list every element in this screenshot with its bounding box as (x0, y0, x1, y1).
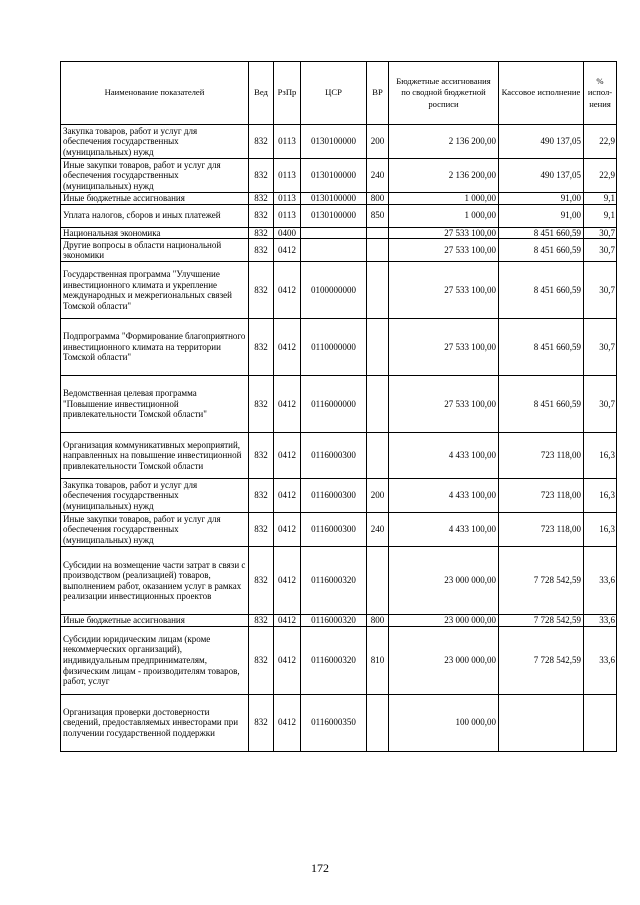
cell-budget: 27 533 100,00 (389, 376, 499, 433)
cell-vr: 200 (367, 125, 389, 159)
page-number: 172 (311, 861, 329, 875)
cell-ved: 832 (249, 239, 274, 262)
table-row (61, 227, 617, 239)
cell-percent: 9,1 (584, 204, 617, 227)
table-row (61, 513, 617, 547)
cell-rzpr: 0412 (274, 319, 301, 376)
table-row (61, 433, 617, 479)
cell-csr: 0130100000 (301, 125, 367, 159)
table-row (61, 125, 617, 159)
cell-csr: 0116000320 (301, 547, 367, 615)
cell-cash: 723 118,00 (499, 513, 584, 547)
cell-name: Закупка товаров, работ и услуг для обеспечения государственных (муниципальных) нужд (61, 125, 249, 159)
cell-name: Субсидии на возмещение части затрат в связи с производством (реализацией) товаров, выполнением работ, оказанием услуг в рамках реализации инвестиционных проектов (61, 547, 249, 615)
cell-rzpr: 0412 (274, 513, 301, 547)
header-ved: Вед (249, 62, 274, 125)
cell-vr: 200 (367, 479, 389, 513)
cell-name: Подпрограмма "Формирование благоприятного инвестиционного климата на территории Томской области" (61, 319, 249, 376)
cell-name: Организация проверки достоверности сведений, предоставляемых инвесторами при получении государственной поддержки (61, 694, 249, 751)
cell-cash: 91,00 (499, 193, 584, 205)
cell-cash: 8 451 660,59 (499, 319, 584, 376)
table-row (61, 262, 617, 319)
cell-cash: 723 118,00 (499, 433, 584, 479)
cell-cash: 8 451 660,59 (499, 227, 584, 239)
cell-ved: 832 (249, 204, 274, 227)
cell-percent: 16,3 (584, 479, 617, 513)
cell-vr (367, 547, 389, 615)
table-row (61, 479, 617, 513)
cell-csr: 0116000000 (301, 376, 367, 433)
cell-vr: 850 (367, 204, 389, 227)
cell-name: Иные закупки товаров, работ и услуг для обеспечения государственных (муниципальных) нужд (61, 159, 249, 193)
cell-budget: 4 433 100,00 (389, 433, 499, 479)
cell-cash: 723 118,00 (499, 479, 584, 513)
cell-rzpr: 0412 (274, 626, 301, 694)
table-row (61, 376, 617, 433)
header-budget: Бюджетные ассигнования по сводной бюджетной росписи (389, 62, 499, 125)
cell-vr (367, 239, 389, 262)
cell-cash (499, 694, 584, 751)
cell-rzpr: 0412 (274, 433, 301, 479)
table-row (61, 694, 617, 751)
header-cash: Кассовое исполнение (499, 62, 584, 125)
cell-budget: 4 433 100,00 (389, 479, 499, 513)
table-row (61, 626, 617, 694)
cell-percent: 30,7 (584, 262, 617, 319)
cell-vr (367, 262, 389, 319)
cell-budget: 27 533 100,00 (389, 319, 499, 376)
header-name: Наименование показателей (61, 62, 249, 125)
cell-vr (367, 376, 389, 433)
table-row (61, 615, 617, 627)
cell-vr: 800 (367, 615, 389, 627)
cell-rzpr: 0113 (274, 159, 301, 193)
cell-name: Организация коммуникативных мероприятий, направленных на повышение инвестиционной привлекательности Томской области (61, 433, 249, 479)
cell-vr: 240 (367, 159, 389, 193)
cell-name: Субсидии юридическим лицам (кроме некоммерческих организаций), индивидуальным предпринимателям, физическим лицам - производителям товаров, работ, услуг (61, 626, 249, 694)
cell-percent: 30,7 (584, 319, 617, 376)
table-row (61, 547, 617, 615)
cell-ved: 832 (249, 626, 274, 694)
cell-cash: 490 137,05 (499, 125, 584, 159)
cell-cash: 8 451 660,59 (499, 376, 584, 433)
cell-cash: 91,00 (499, 204, 584, 227)
cell-rzpr: 0400 (274, 227, 301, 239)
cell-rzpr: 0412 (274, 262, 301, 319)
table-row (61, 193, 617, 205)
cell-cash: 7 728 542,59 (499, 547, 584, 615)
cell-budget: 100 000,00 (389, 694, 499, 751)
cell-csr (301, 227, 367, 239)
cell-cash: 8 451 660,59 (499, 239, 584, 262)
cell-name: Национальная экономика (61, 227, 249, 239)
cell-budget: 23 000 000,00 (389, 547, 499, 615)
table-row (61, 159, 617, 193)
cell-percent: 22,9 (584, 159, 617, 193)
cell-budget: 2 136 200,00 (389, 159, 499, 193)
table-header-row (61, 62, 617, 125)
table-row (61, 204, 617, 227)
cell-csr: 0100000000 (301, 262, 367, 319)
cell-ved: 832 (249, 547, 274, 615)
header-rzpr: РзПр (274, 62, 301, 125)
cell-percent: 22,9 (584, 125, 617, 159)
cell-rzpr: 0113 (274, 204, 301, 227)
cell-name: Иные закупки товаров, работ и услуг для обеспечения государственных (муниципальных) нужд (61, 513, 249, 547)
cell-percent: 33,6 (584, 626, 617, 694)
cell-percent: 9,1 (584, 193, 617, 205)
cell-ved: 832 (249, 159, 274, 193)
cell-ved: 832 (249, 193, 274, 205)
cell-csr: 0110000000 (301, 319, 367, 376)
cell-budget: 2 136 200,00 (389, 125, 499, 159)
cell-name: Ведомственная целевая программа "Повышение инвестиционной привлекательности Томской области" (61, 376, 249, 433)
table-row (61, 239, 617, 262)
cell-percent: 30,7 (584, 227, 617, 239)
cell-vr (367, 433, 389, 479)
cell-csr: 0116000300 (301, 513, 367, 547)
cell-vr (367, 227, 389, 239)
cell-budget: 1 000,00 (389, 204, 499, 227)
cell-vr (367, 694, 389, 751)
header-vr: ВР (367, 62, 389, 125)
cell-csr: 0116000350 (301, 694, 367, 751)
cell-name: Уплата налогов, сборов и иных платежей (61, 204, 249, 227)
cell-cash: 490 137,05 (499, 159, 584, 193)
cell-percent: 30,7 (584, 376, 617, 433)
cell-budget: 4 433 100,00 (389, 513, 499, 547)
cell-name: Иные бюджетные ассигнования (61, 615, 249, 627)
header-percent: % испол-нения (584, 62, 617, 125)
table-body (61, 125, 617, 752)
cell-cash: 7 728 542,59 (499, 626, 584, 694)
cell-cash: 8 451 660,59 (499, 262, 584, 319)
cell-csr: 0130100000 (301, 193, 367, 205)
budget-execution-table (60, 61, 617, 752)
cell-rzpr: 0412 (274, 615, 301, 627)
cell-budget: 23 000 000,00 (389, 615, 499, 627)
cell-budget: 27 533 100,00 (389, 239, 499, 262)
cell-csr: 0130100000 (301, 204, 367, 227)
cell-ved: 832 (249, 433, 274, 479)
cell-ved: 832 (249, 694, 274, 751)
cell-ved: 832 (249, 125, 274, 159)
cell-name: Другие вопросы в области национальной экономики (61, 239, 249, 262)
cell-csr: 0116000300 (301, 433, 367, 479)
table-row (61, 319, 617, 376)
cell-vr: 810 (367, 626, 389, 694)
header-csr: ЦСР (301, 62, 367, 125)
cell-budget: 27 533 100,00 (389, 227, 499, 239)
cell-vr (367, 319, 389, 376)
cell-vr: 800 (367, 193, 389, 205)
cell-percent: 33,6 (584, 547, 617, 615)
cell-ved: 832 (249, 319, 274, 376)
cell-vr: 240 (367, 513, 389, 547)
cell-csr: 0116000320 (301, 626, 367, 694)
cell-rzpr: 0412 (274, 239, 301, 262)
cell-percent: 16,3 (584, 433, 617, 479)
cell-rzpr: 0113 (274, 125, 301, 159)
cell-ved: 832 (249, 479, 274, 513)
cell-name: Закупка товаров, работ и услуг для обеспечения государственных (муниципальных) нужд (61, 479, 249, 513)
cell-rzpr: 0412 (274, 547, 301, 615)
cell-rzpr: 0412 (274, 694, 301, 751)
cell-ved: 832 (249, 262, 274, 319)
cell-percent: 30,7 (584, 239, 617, 262)
cell-rzpr: 0113 (274, 193, 301, 205)
cell-budget: 23 000 000,00 (389, 626, 499, 694)
cell-csr: 0130100000 (301, 159, 367, 193)
cell-percent: 33,6 (584, 615, 617, 627)
cell-percent (584, 694, 617, 751)
cell-budget: 1 000,00 (389, 193, 499, 205)
cell-ved: 832 (249, 227, 274, 239)
cell-ved: 832 (249, 513, 274, 547)
cell-csr: 0116000320 (301, 615, 367, 627)
cell-csr: 0116000300 (301, 479, 367, 513)
cell-ved: 832 (249, 615, 274, 627)
cell-rzpr: 0412 (274, 376, 301, 433)
cell-ved: 832 (249, 376, 274, 433)
cell-percent: 16,3 (584, 513, 617, 547)
cell-name: Государственная программа "Улучшение инвестиционного климата и укрепление международных и межрегиональных связей Томской области" (61, 262, 249, 319)
cell-rzpr: 0412 (274, 479, 301, 513)
cell-budget: 27 533 100,00 (389, 262, 499, 319)
cell-csr (301, 239, 367, 262)
cell-name: Иные бюджетные ассигнования (61, 193, 249, 205)
cell-cash: 7 728 542,59 (499, 615, 584, 627)
